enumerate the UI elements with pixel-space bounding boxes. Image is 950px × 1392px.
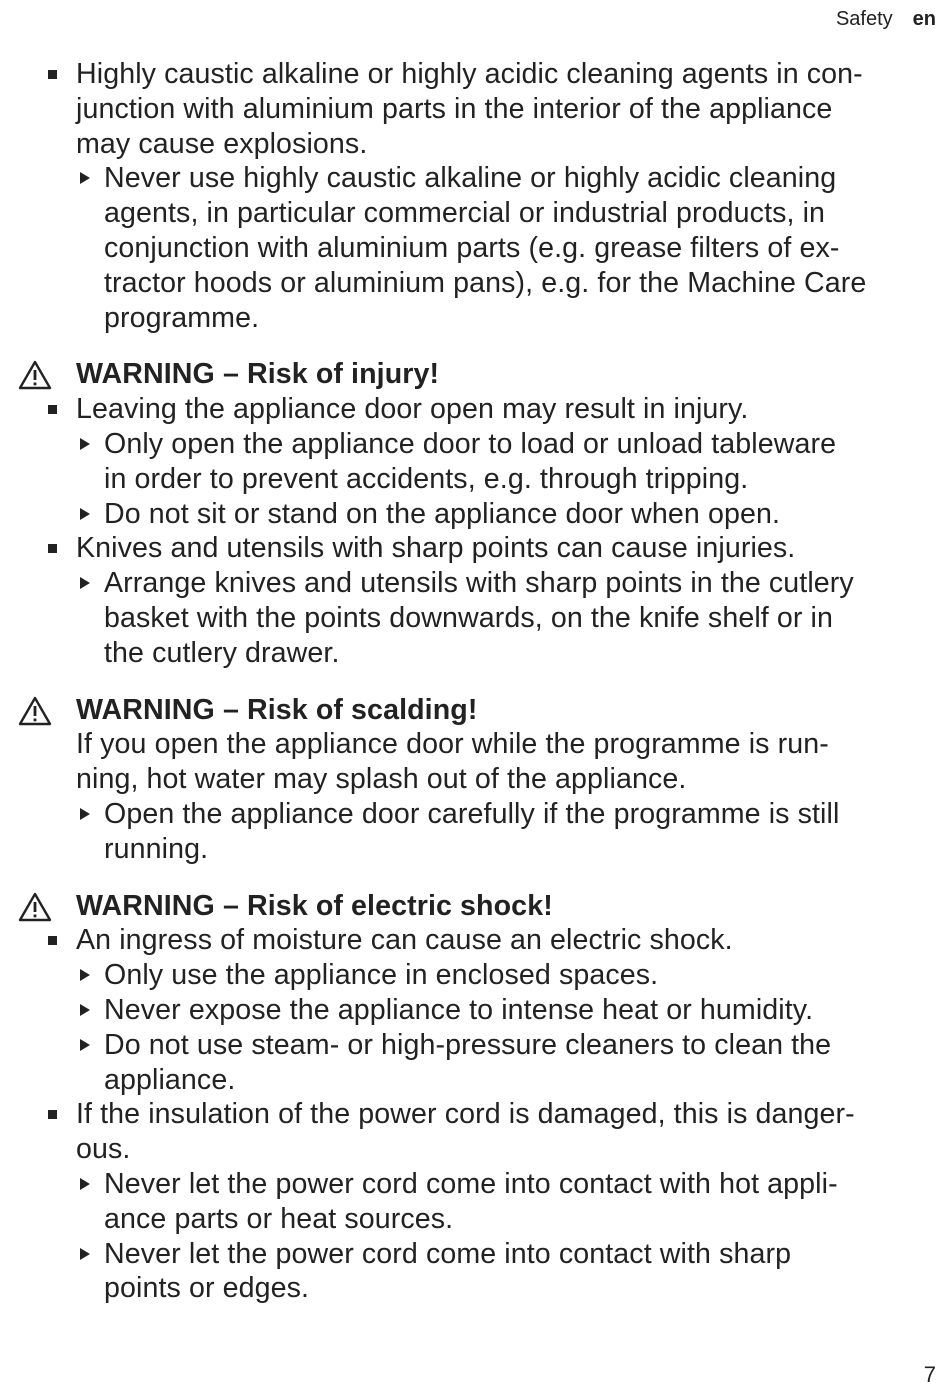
- triangle-arrow-icon: [80, 172, 90, 184]
- warning-heading-injury: WARNING – Risk of injury!: [0, 357, 950, 392]
- instruction-text: Open the appliance door carefully if the programme is still: [0, 797, 950, 832]
- square-bullet-icon: [48, 70, 57, 79]
- hazard-text: ous.: [76, 1133, 131, 1166]
- hazard-text: An ingress of moisture can cause an electric shock.: [0, 923, 950, 958]
- instruction-text: ance parts or heat sources.: [104, 1202, 454, 1235]
- square-bullet-icon: [48, 405, 57, 414]
- page-number: 7: [923, 1362, 936, 1387]
- triangle-arrow-icon: [80, 1039, 90, 1051]
- hazard-text: Leaving the appliance door open may result in injury.: [0, 392, 950, 427]
- warning-triangle-icon: [18, 360, 52, 390]
- instruction-text: Do not sit or stand on the appliance door when open.: [0, 497, 950, 532]
- instruction-text: Never expose the appliance to intense heat or humidity.: [0, 993, 950, 1028]
- square-bullet-icon: [48, 544, 57, 553]
- instruction-text: tractor hoods or aluminium pans), e.g. for the Machine Care: [104, 266, 867, 299]
- square-bullet-icon: [48, 936, 57, 945]
- square-bullet-icon: [48, 1110, 57, 1119]
- hazard-text: Highly caustic alkaline or highly acidic cleaning agents in con-: [0, 57, 950, 92]
- instruction-text: basket with the points downwards, on the knife shelf or in: [104, 601, 833, 634]
- instruction-text: conjunction with aluminium parts (e.g. grease filters of ex-: [104, 231, 840, 264]
- instruction-text: points or edges.: [104, 1272, 310, 1305]
- hazard-text: may cause explosions.: [76, 127, 368, 160]
- instruction-text: Only use the appliance in enclosed spaces.: [0, 958, 950, 993]
- language-code: en: [912, 8, 936, 30]
- warning-heading-scalding: WARNING – Risk of scalding!: [0, 693, 950, 728]
- triangle-arrow-icon: [80, 1178, 90, 1190]
- triangle-arrow-icon: [80, 808, 90, 820]
- instruction-text: Never let the power cord come into contact with sharp: [0, 1237, 950, 1272]
- warning-heading-electric-shock: WARNING – Risk of electric shock!: [0, 889, 950, 924]
- instruction-text: appliance.: [104, 1063, 236, 1096]
- instruction-text: the cutlery drawer.: [104, 636, 340, 669]
- instruction-text: agents, in particular commercial or industrial products, in: [104, 197, 826, 230]
- instruction-text: Arrange knives and utensils with sharp points in the cutlery: [0, 566, 950, 601]
- triangle-arrow-icon: [80, 969, 90, 981]
- hazard-text: If you open the appliance door while the programme is run-: [76, 728, 829, 761]
- triangle-arrow-icon: [80, 1004, 90, 1016]
- warning-triangle-icon: [18, 696, 52, 726]
- hazard-text: junction with aluminium parts in the interior of the appliance: [76, 92, 833, 125]
- triangle-arrow-icon: [80, 438, 90, 450]
- section-title: Safety: [835, 8, 893, 30]
- triangle-arrow-icon: [80, 508, 90, 520]
- instruction-text: Do not use steam- or high-pressure cleaners to clean the: [0, 1028, 950, 1063]
- hazard-text: If the insulation of the power cord is damaged, this is danger-: [0, 1097, 950, 1132]
- instruction-text: Never use highly caustic alkaline or highly acidic cleaning: [0, 161, 950, 196]
- instruction-text: Never let the power cord come into contact with hot appli-: [0, 1167, 950, 1202]
- warning-triangle-icon: [18, 892, 52, 922]
- hazard-text: ning, hot water may splash out of the appliance.: [76, 763, 687, 796]
- page-header: [836, 8, 936, 31]
- instruction-text: Only open the appliance door to load or unload tableware: [0, 427, 950, 462]
- triangle-arrow-icon: [80, 577, 90, 589]
- hazard-text: Knives and utensils with sharp points can cause injuries.: [0, 531, 950, 566]
- instruction-text: in order to prevent accidents, e.g. through tripping.: [104, 462, 749, 495]
- instruction-text: running.: [104, 832, 209, 865]
- triangle-arrow-icon: [80, 1248, 90, 1260]
- instruction-text: programme.: [104, 301, 260, 334]
- safety-content: [0, 57, 950, 1306]
